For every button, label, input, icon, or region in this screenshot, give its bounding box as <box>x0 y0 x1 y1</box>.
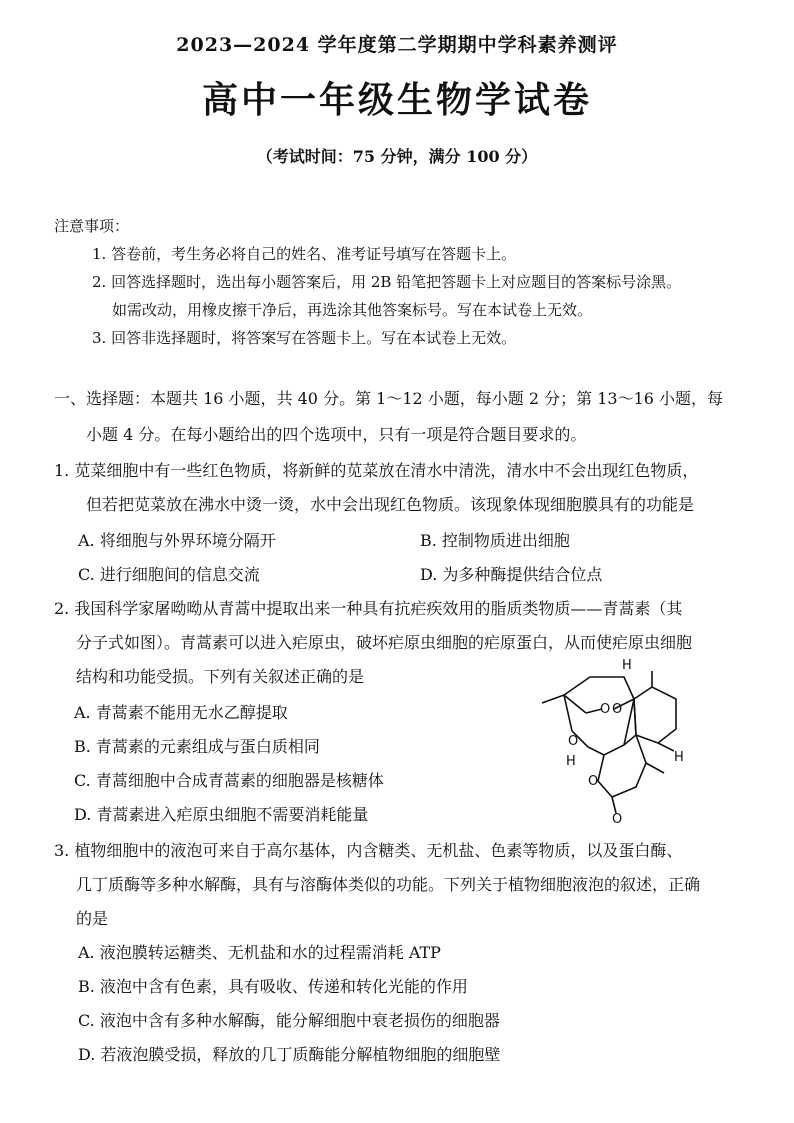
question-option: A. 液泡膜转运糖类、无机盐和水的过程需消耗 ATP <box>78 943 441 962</box>
notice-item: 1. 答卷前，考生务必将自己的姓名、准考证号填写在答题卡上。 <box>92 245 517 263</box>
question-stem: 1. 苋菜细胞中有一些红色物质，将新鲜的苋菜放在清水中清洗，清水中不会出现红色物质， <box>54 461 699 480</box>
exam-subtitle: （考试时间：75 分钟，满分 100 分） <box>256 147 538 166</box>
oxygen-label: O <box>600 702 611 717</box>
question-stem: 分子式如图）。青蒿素可以进入疟原虫，破坏疟原虫细胞的疟原蛋白，从而使疟原虫细胞 <box>76 633 693 652</box>
question-option: B. 液泡中含有色素，具有吸收、传递和转化光能的作用 <box>78 977 468 996</box>
question-stem: 3. 植物细胞中的液泡可来自于高尔基体，内含糖类、无机盐、色素等物质，以及蛋白酶、 <box>54 841 683 860</box>
oxygen-label: O <box>568 734 579 749</box>
question-option: D. 青蒿素进入疟原虫细胞不需要消耗能量 <box>74 805 369 824</box>
section-heading: 小题 4 分。在每小题给出的四个选项中，只有一项是符合题目要求的。 <box>86 425 587 444</box>
artemisinin-structure-figure <box>528 655 718 825</box>
notice-item: 如需改动，用橡皮擦干净后，再选涂其他答案标号。写在本试卷上无效。 <box>112 301 593 319</box>
hydrogen-label: H <box>622 658 632 673</box>
question-option: D. 为多种酶提供结合位点 <box>420 565 603 584</box>
section-heading: 一、选择题：本题共 16 小题，共 40 分。第 1～12 小题，每小题 2 分；第 13～16 小题，每 <box>54 389 724 408</box>
exam-title: 高中一年级生物学试卷 <box>201 79 592 121</box>
oxygen-label: O <box>612 702 623 717</box>
oxygen-label: O <box>588 774 599 789</box>
question-option: C. 液泡中含有多种水解酶，能分解细胞中衰老损伤的细胞器 <box>78 1011 500 1030</box>
notice-heading: 注意事项： <box>54 217 130 235</box>
notice-item: 2. 回答选择题时，选出每小题答案后，用 2B 铅笔把答题卡上对应题目的答案标号涂黑。 <box>92 273 682 291</box>
hydrogen-label: H <box>566 754 576 769</box>
hydrogen-label: H <box>674 750 684 765</box>
question-option: C. 青蒿细胞中合成青蒿素的细胞器是核糖体 <box>74 771 384 790</box>
question-stem: 的是 <box>76 909 109 928</box>
question-stem: 2. 我国科学家屠呦呦从青蒿中提取出来一种具有抗疟疾效用的脂质类物质——青蒿素（其 <box>54 599 683 618</box>
question-stem: 几丁质酶等多种水解酶，具有与溶酶体类似的功能。下列关于植物细胞液泡的叙述，正确 <box>76 875 701 894</box>
question-option: A. 将细胞与外界环境分隔开 <box>78 531 276 550</box>
question-option: B. 青蒿素的元素组成与蛋白质相同 <box>74 737 320 756</box>
question-stem: 但若把苋菜放在沸水中烫一烫，水中会出现红色物质。该现象体现细胞膜具有的功能是 <box>86 495 695 514</box>
question-stem: 结构和功能受损。下列有关叙述正确的是 <box>76 667 365 686</box>
question-option: C. 进行细胞间的信息交流 <box>78 565 260 584</box>
question-option: B. 控制物质进出细胞 <box>420 531 570 550</box>
oxygen-label: O <box>612 812 623 825</box>
notice-item: 3. 回答非选择题时，将答案写在答题卡上。写在本试卷上无效。 <box>92 329 517 347</box>
question-option: D. 若液泡膜受损，释放的几丁质酶能分解植物细胞的细胞壁 <box>78 1045 501 1064</box>
exam-super-title: 2023—2024 学年度第二学期期中学科素养测评 <box>176 34 618 56</box>
question-option: A. 青蒿素不能用无水乙醇提取 <box>74 703 288 722</box>
